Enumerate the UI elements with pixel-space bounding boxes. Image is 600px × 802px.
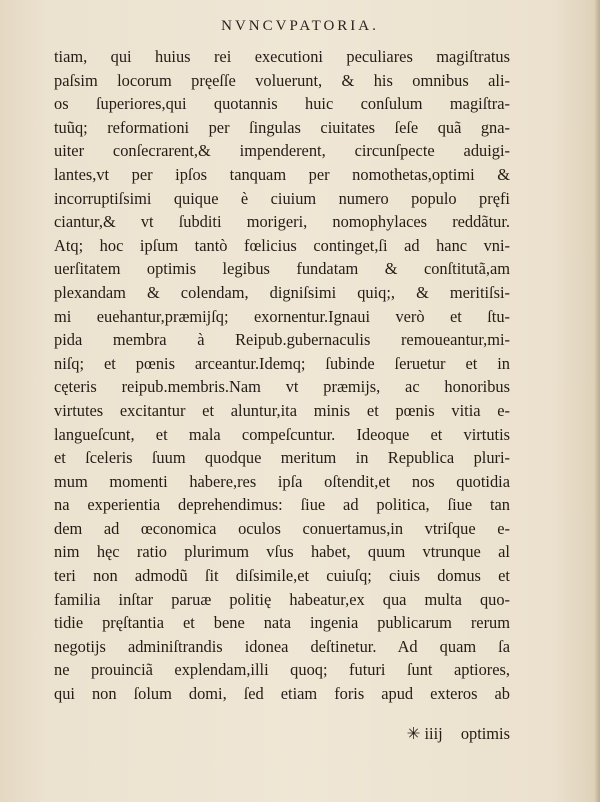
text-line: lantes,vt per ipſos tanquam per nomothetas,optimi & <box>54 164 510 184</box>
text-line: negotijs adminiſtrandis idonea deſtinetur. Ad quam ſa <box>54 636 510 656</box>
text-line: teri non admodũ ſit diſsimile,et cuiuſq; ciuis domus et <box>54 566 510 586</box>
text-line: nim hęc ratio plurimum vſus habet, quum vtrunque al <box>54 542 510 562</box>
catchline <box>0 724 510 744</box>
text-line: niſq; et pœnis arceantur.Idemq; ſubinde ſeruetur et in <box>54 353 510 373</box>
body-text <box>54 45 510 706</box>
text-line: os ſuperiores,qui quotannis huic conſulum magiſtra- <box>54 94 510 114</box>
catchword: optimis <box>460 724 510 743</box>
text-line: pida membra à Reipub.gubernaculis remoueantur,mi- <box>54 330 510 350</box>
text-line: tuũq; reformationi per ſingulas ciuitates ſeſe quã gna- <box>54 117 510 137</box>
text-line: uerſitatem optimis legibus fundatam & conſtitutã,am <box>54 259 510 279</box>
text-line: familia inſtar paruæ politię habeatur,ex qua multa quo- <box>54 589 510 609</box>
text-line: na experientia deprehendimus: ſiue ad politica, ſiue tan <box>54 495 510 515</box>
text-line: ne prouinciã explendam,illi quoq; futuri ſunt aptiores, <box>54 660 510 680</box>
text-line: mi euehantur,præmijſq; exornentur.Ignaui verò et ſtu- <box>54 306 510 326</box>
text-line: virtutes excitantur et aluntur,ita minis et pœnis vitia e- <box>54 400 510 420</box>
text-line: tiam, qui huius rei executioni peculiares magiſtratus <box>54 47 510 66</box>
text-line: et ſceleris ſuum quodque meritum in Republica pluri- <box>54 448 510 468</box>
text-line: mum momenti habere,res ipſa oſtendit,et nos quotidia <box>54 471 510 491</box>
signature-mark: ✳ iiij <box>406 724 443 743</box>
text-line: qui non ſolum domi, ſed etiam foris apud exteros ab <box>54 684 510 704</box>
text-line: cęteris reipub.membris.Nam vt præmijs, ac honoribus <box>54 377 510 397</box>
text-line: ciantur,& vt ſubditi morigeri, nomophylaces reddãtur. <box>54 212 510 232</box>
text-line: plexandam & colendam, digniſsimi quiq;, & meritiſsi- <box>54 282 510 302</box>
running-head: NVNCVPATORIA. <box>221 18 379 34</box>
text-line: langueſcunt, et mala compeſcuntur. Ideoque et virtutis <box>54 424 510 444</box>
text-line: paſsim locorum pręeſſe voluerunt, & his omnibus ali- <box>54 70 510 90</box>
text-line: tidie pręſtantia et bene nata ingenia publicarum rerum <box>54 613 510 633</box>
text-line: incorruptiſsimi quique è ciuium numero populo pręfi <box>54 188 510 208</box>
text-line: dem ad œconomica oculos conuertamus,in vtriſque e- <box>54 518 510 538</box>
text-line: Atq; hoc ipſum tantò fœlicius continget,ſi ad hanc vni- <box>54 235 510 255</box>
text-line: uiter conſecrarent,& impenderent, circunſpecte aduigi- <box>54 141 510 161</box>
